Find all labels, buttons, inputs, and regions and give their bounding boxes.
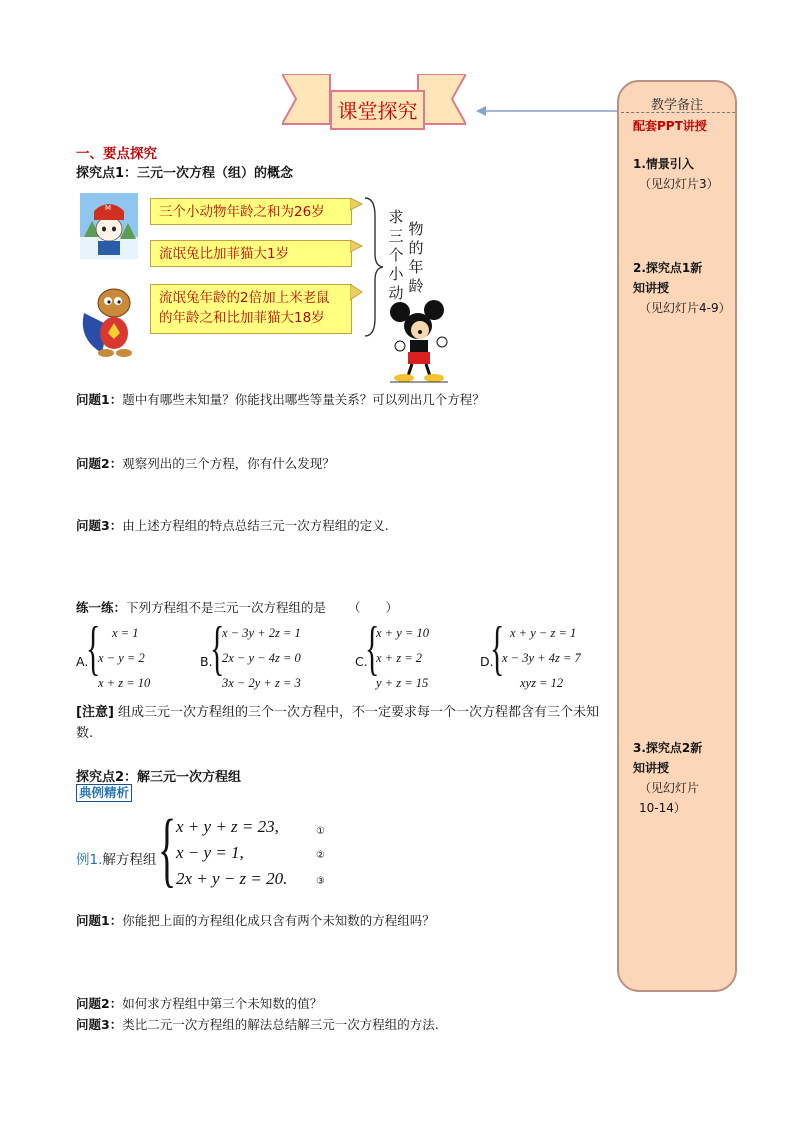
option-c-eq3: y + z = 15 <box>376 676 429 690</box>
option-d-eq3: xyz = 12 <box>520 676 564 690</box>
sidebar-item-1 <box>633 154 719 194</box>
example-question-3 <box>76 1015 439 1033</box>
vertical-note-col2: 物的年龄 <box>408 220 424 295</box>
question-1-label: 问题1： <box>76 392 123 407</box>
sidebar-item-3-line3: （见幻灯片 <box>639 781 700 795</box>
example-eq1: x + y + z = 23, <box>176 817 279 836</box>
point1-title: 探究点1：三元一次方程（组）的概念 <box>76 166 294 181</box>
example-mark-3: ③ <box>316 876 325 887</box>
sidebar-item-2-line3: （见幻灯片4-9） <box>639 301 731 315</box>
vertical-note-col1: 求三个小动 <box>388 208 404 302</box>
scroll-text-1: 三个小动物年龄之和为26岁 <box>159 204 325 220</box>
practice-line <box>76 598 398 616</box>
sidebar-divider <box>621 112 735 113</box>
practice-label: 练一练： <box>76 600 127 615</box>
brace-d: { <box>490 615 505 681</box>
brace-c: { <box>365 615 380 681</box>
practice-text: 下列方程组不是三元一次方程组的是 <box>126 600 327 615</box>
example-question-1-label: 问题1： <box>76 913 123 928</box>
sidebar-item-1-line2: （见幻灯片3） <box>639 177 719 191</box>
teaching-notes-sidebar <box>617 80 737 992</box>
question-2-text: 观察列出的三个方程，你有什么发现？ <box>122 456 335 471</box>
scroll-banner-3 <box>150 284 352 334</box>
example-eq2: x − y = 1, <box>176 843 244 862</box>
option-c-letter: C. <box>355 654 368 669</box>
sidebar-item-3-line1: 3.探究点2新 <box>633 741 703 755</box>
question-3 <box>76 516 389 534</box>
option-d-eq1: x + y − z = 1 <box>510 626 577 640</box>
cat-cartoon-image <box>78 283 142 359</box>
arrow-left-icon <box>474 104 624 118</box>
rabbit-cartoon-image <box>80 193 138 259</box>
example-eq3: 2x + y − z = 20. <box>176 869 288 888</box>
brace-b: { <box>210 615 225 681</box>
option-b-eq3: 3x − 2y + z = 3 <box>222 676 301 690</box>
question-1 <box>76 390 485 408</box>
example-question-3-text: 类比二元一次方程组的解法总结解三元一次方程组的方法. <box>122 1017 439 1032</box>
option-b-letter: B. <box>200 654 213 669</box>
question-1-text: 题中有哪些未知量？你能找出哪些等量关系？可以列出几个方程？ <box>122 392 485 407</box>
point2-title: 探究点2：解三元一次方程组 <box>76 770 242 785</box>
scroll-text-3: 流氓兔年龄的2倍加上米老鼠的年龄之和比加菲猫大18岁 <box>159 290 330 326</box>
question-2 <box>76 454 335 472</box>
option-a-eq3: x + z = 10 <box>98 676 151 690</box>
example-question-2-text: 如何求方程组中第三个未知数的值？ <box>122 996 323 1011</box>
sidebar-item-2-line1: 2.探究点1新 <box>633 261 703 275</box>
example-tag: 典例精析 <box>76 784 132 802</box>
example-mark-1: ① <box>316 826 325 837</box>
option-a-letter: A. <box>76 654 89 669</box>
note-text: 组成三元一次方程组的三个一次方程中，不一定要求每一个一次方程都含有三个未知数. <box>76 705 600 741</box>
option-b-eq2: 2x − y − 4z = 0 <box>222 651 301 665</box>
svg-text:M: M <box>105 204 112 212</box>
question-2-label: 问题2： <box>76 456 123 471</box>
option-c-eq1: x + y = 10 <box>376 626 429 640</box>
section-heading: 一、要点探究 <box>76 146 157 162</box>
option-d-eq2: x − 3y + 4z = 7 <box>502 651 581 665</box>
brace-a: { <box>86 615 101 681</box>
scroll-ends <box>350 196 364 336</box>
sidebar-item-3-line2: 知讲授 <box>633 761 670 775</box>
sidebar-item-3 <box>633 738 702 818</box>
option-c-eq2: x + z = 2 <box>376 651 423 665</box>
example-heading <box>76 848 156 868</box>
practice-blank: （ ） <box>348 600 399 615</box>
example-question-1-text: 你能把上面的方程组化成只含有两个未知数的方程组吗？ <box>122 913 435 928</box>
grouping-brace <box>363 196 385 338</box>
sidebar-item-1-line1: 1.情景引入 <box>633 157 694 171</box>
scroll-banner-1 <box>150 198 352 225</box>
sidebar-item-2-line2: 知讲授 <box>633 281 670 295</box>
page-title: 课堂探究 <box>330 90 425 130</box>
sidebar-subtitle: 配套PPT讲授 <box>633 119 707 133</box>
example-label: 例1. <box>76 852 103 868</box>
mickey-cartoon-image <box>386 300 452 384</box>
example-text: 解方程组 <box>102 852 157 868</box>
example-question-3-label: 问题3： <box>76 1017 123 1032</box>
option-d-letter: D. <box>480 654 494 669</box>
example-question-2 <box>76 994 322 1012</box>
scroll-text-2: 流氓兔比加菲猫大1岁 <box>159 246 290 262</box>
sidebar-item-3-line4: 10-14） <box>639 801 686 815</box>
note-label: [注意] <box>76 705 114 720</box>
example-question-1 <box>76 911 435 929</box>
option-b-eq1: x − 3y + 2z = 1 <box>222 626 301 640</box>
option-a-eq1: x = 1 <box>112 626 139 640</box>
option-a-eq2: x − y = 2 <box>98 651 145 665</box>
example-mark-2: ② <box>316 850 325 861</box>
question-3-label: 问题3： <box>76 518 123 533</box>
note-paragraph <box>76 702 606 744</box>
question-3-text: 由上述方程组的特点总结三元一次方程组的定义. <box>122 518 389 533</box>
example-brace: { <box>158 803 177 896</box>
sidebar-title: 教学备注 <box>650 98 703 113</box>
sidebar-item-2 <box>633 258 731 318</box>
example-question-2-label: 问题2： <box>76 996 123 1011</box>
scroll-banner-2 <box>150 240 352 267</box>
